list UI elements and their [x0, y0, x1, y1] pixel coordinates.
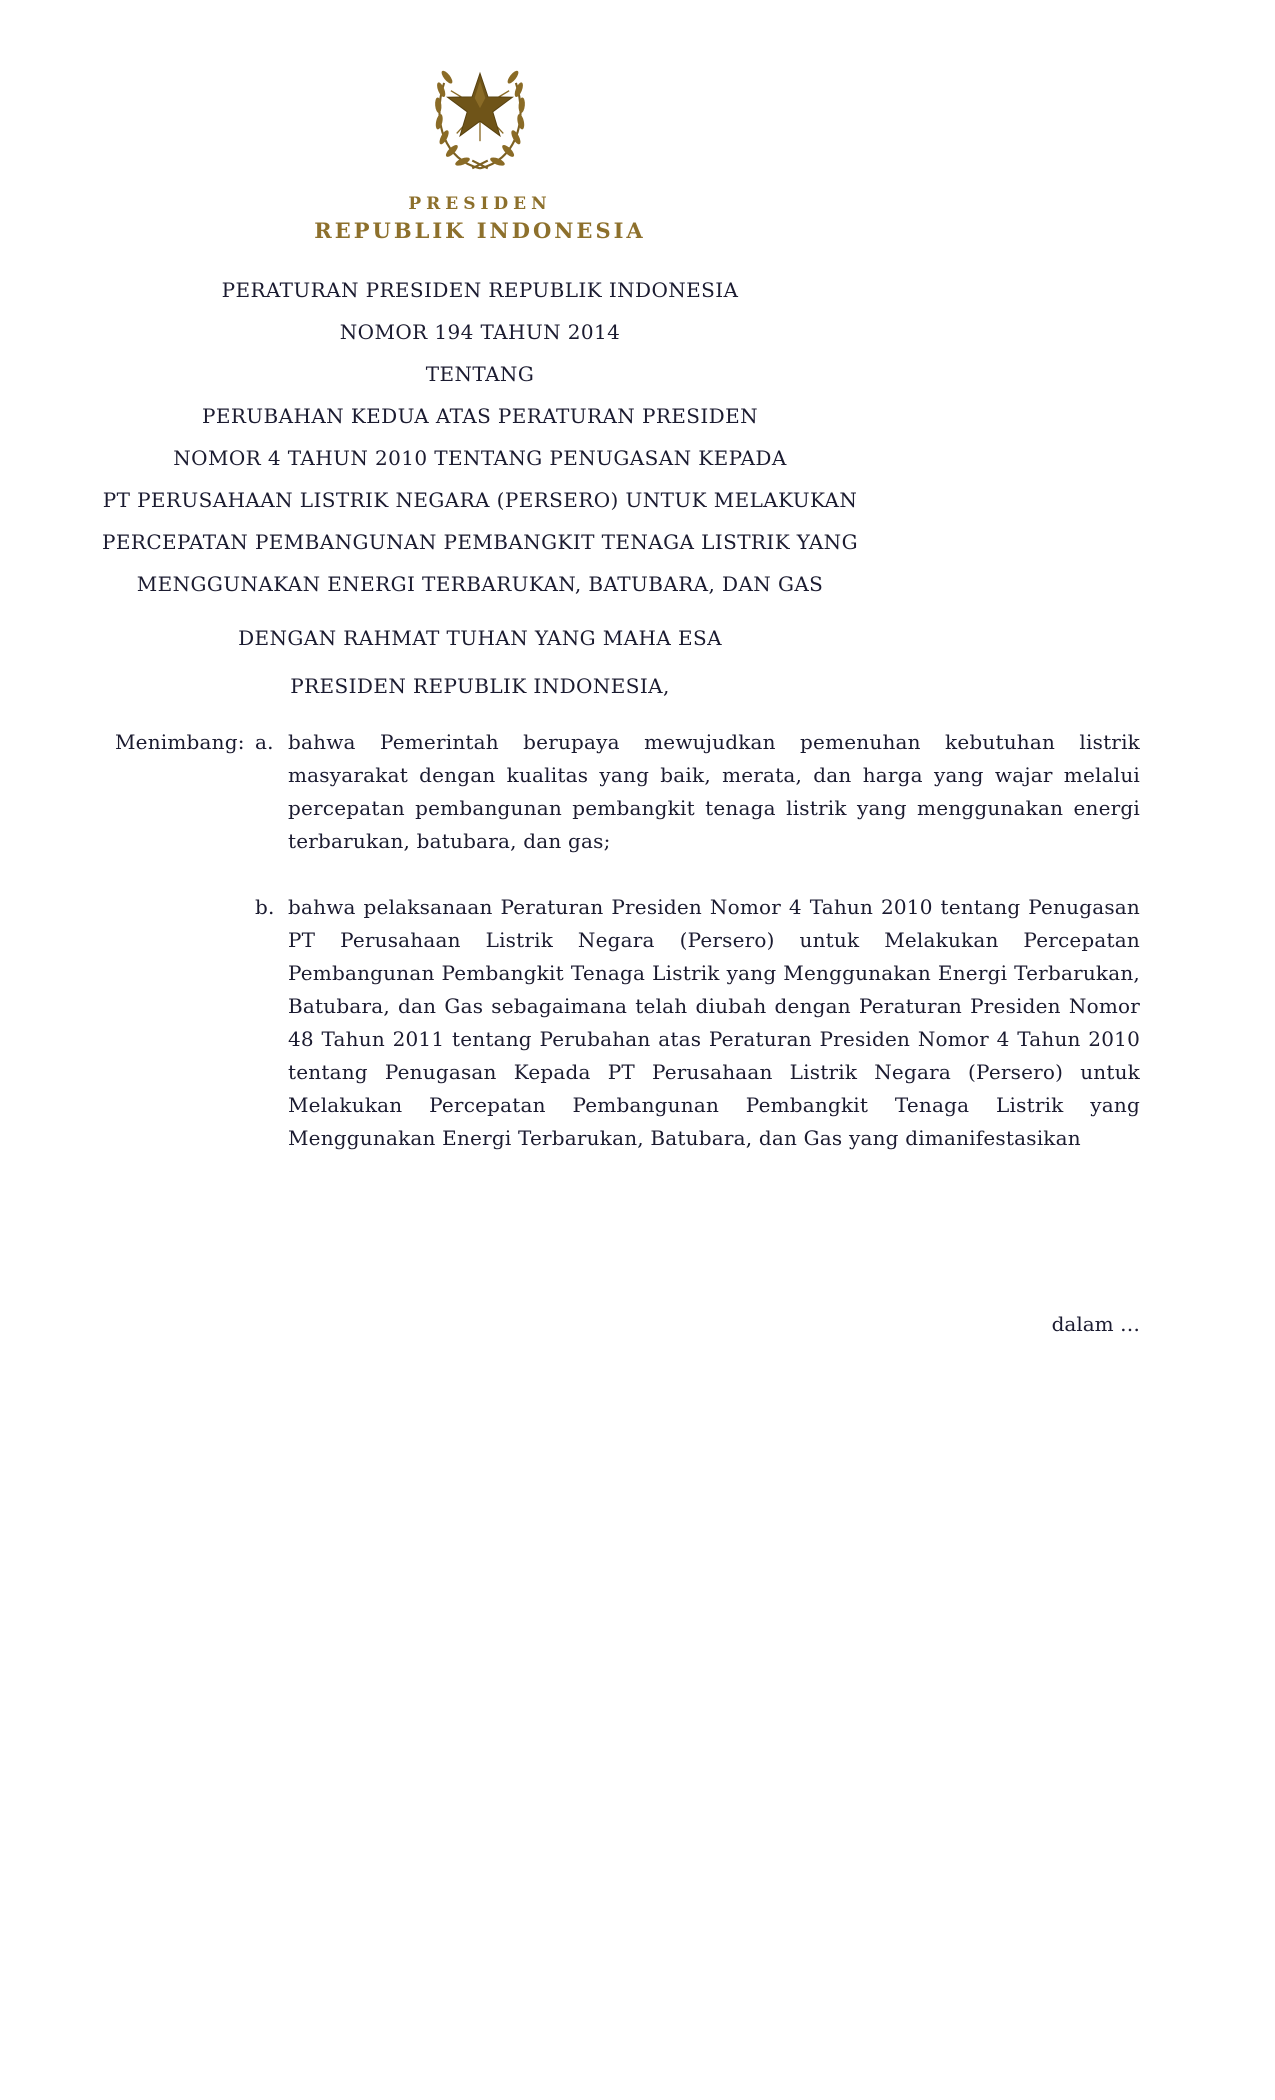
- title-line: PERATURAN PRESIDEN REPUBLIK INDONESIA: [221, 278, 739, 302]
- item-text: bahwa pelaksanaan Peraturan Presiden Nomor 4 Tahun 2010 tentang Penugasan PT Perusahaan Listrik Negara (Persero) untuk Melakukan Percepatan Pembangunan Pembangkit Tenaga Listrik yang Menggunakan Energi Terbarukan, Batubara, dan Gas sebagaimana telah diubah dengan Peraturan Presiden Nomor 48 Tahun 2011 tentang Perubahan atas Peraturan Presiden Nomor 4 Tahun 2010 tentang Penugasan Kepada PT Perusahaan Listrik Negara (Persero) untuk Melakukan Percepatan Pembangunan Pembangkit Tenaga Listrik yang Menggunakan Energi Terbarukan, Batubara, dan Gas yang dimanifestasikan: [288, 895, 1140, 1150]
- seal-caption-republik-indonesia: REPUBLIK INDONESIA: [314, 218, 646, 243]
- item-letter: b.: [255, 895, 275, 919]
- title-line: NOMOR 4 TAHUN 2010 TENTANG PENUGASAN KEPADA: [173, 446, 787, 470]
- regulation-title: [0, 269, 960, 605]
- title-line: PERUBAHAN KEDUA ATAS PERATURAN PRESIDEN: [201, 404, 759, 428]
- presidential-seal-icon: [412, 48, 548, 180]
- document-header: [0, 48, 960, 707]
- item-letter: a.: [255, 730, 274, 754]
- considering-section: [115, 726, 1140, 1155]
- title-line: TENTANG: [425, 362, 535, 386]
- considering-item-a: [255, 726, 1140, 858]
- considering-item-b: [255, 891, 1140, 1155]
- document-body: [115, 726, 1140, 1155]
- considering-label: Menimbang:: [115, 730, 245, 754]
- title-line: MENGGUNAKAN ENERGI TERBARUKAN, BATUBARA, DAN GAS: [136, 572, 824, 596]
- seal-caption-presiden: PRESIDEN: [408, 194, 552, 214]
- issuer-line: PRESIDEN REPUBLIK INDONESIA,: [290, 674, 670, 698]
- title-line: PERCEPATAN PEMBANGUNAN PEMBANGKIT TENAGA LISTRIK YANG: [102, 530, 858, 554]
- item-text: bahwa Pemerintah berupaya mewujudkan pemenuhan kebutuhan listrik masyarakat dengan kualitas yang baik, merata, dan harga yang wajar melalui percepatan pembangunan pembangkit tenaga listrik yang menggunakan energi terbarukan, batubara, dan gas;: [288, 730, 1140, 853]
- page-catchword: dalam …: [1051, 1312, 1140, 1336]
- title-line: PT PERUSAHAAN LISTRIK NEGARA (PERSERO) UNTUK MELAKUKAN: [102, 488, 858, 512]
- invocation-line: DENGAN RAHMAT TUHAN YANG MAHA ESA: [238, 626, 722, 650]
- considering-items: [255, 726, 1140, 1155]
- title-line: NOMOR 194 TAHUN 2014: [339, 320, 621, 344]
